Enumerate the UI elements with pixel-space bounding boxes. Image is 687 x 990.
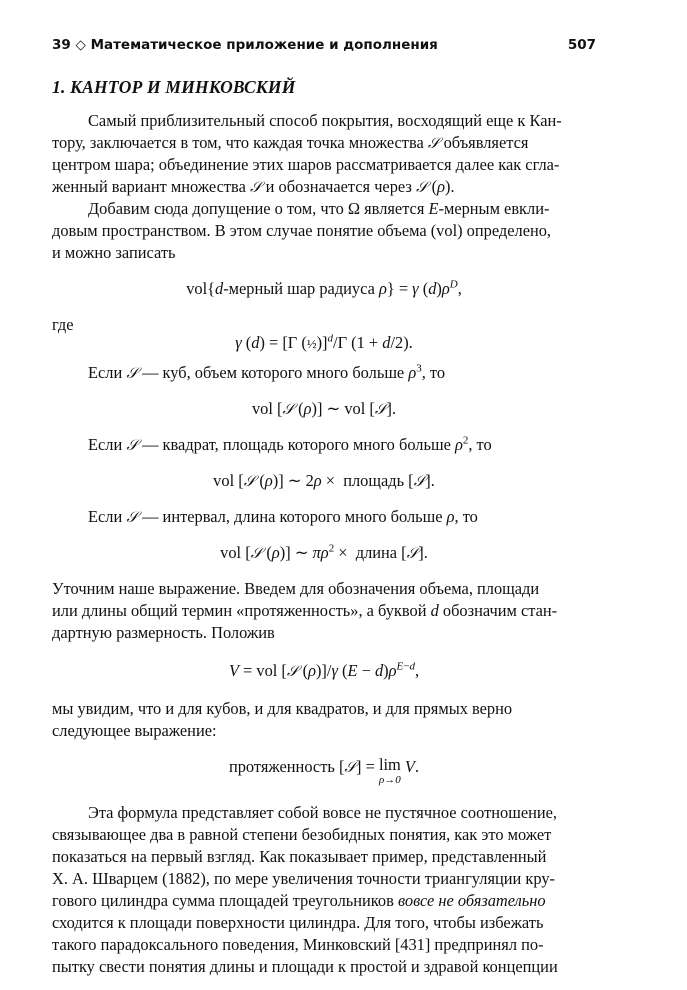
formula-interval: vol [𝒮 (ρ)] ∼ $\pi\rho^2$ × длина [𝒮]. bbox=[220, 542, 428, 562]
running-head bbox=[52, 34, 596, 56]
formula-extent: протяженность [𝒮] = lim ρ→0 V. bbox=[228, 755, 420, 786]
formula-square: vol [𝒮 (ρ)] ∼ 2ρ × площадь [𝒮]. bbox=[213, 471, 435, 490]
word-where: где bbox=[52, 315, 74, 334]
running-head-title: 39 ◇ Математическое приложение и дополнения bbox=[52, 37, 438, 53]
formula-ball-volume: vol{d-мерный шар радиуса ρ} = γ $(d)\rho^D$, bbox=[186, 278, 462, 298]
paragraph-3: Уточним наше выражение. Введем для обозначения объема, площади или длины общий термин «протяженность», а буквой d обозначим стан- дартную размерность. Положив bbox=[52, 579, 558, 642]
formula-V: V = vol [𝒮 (ρ)]/γ $(E - d)\rho^{E-d}$, bbox=[228, 660, 420, 680]
paragraph-1: Самый приблизительный способ покрытия, восходящий еще к Кан- тору, заключается в том, что каждая точка множества 𝒮 объявляется центром шара; объединение этих шаров рассматривается далее как сгла- женный вариант множества 𝒮 и обозначается через 𝒮 (ρ). bbox=[52, 111, 562, 196]
section-title: 1. КАНТОР И МИНКОВСКИЙ bbox=[52, 77, 296, 97]
paragraph-4: мы увидим, что и для кубов, и для квадратов, и для прямых верно следующее выражение: bbox=[52, 699, 513, 740]
paragraph-5: Эта формула представляет собой вовсе не пустячное соотношение, связывающее два в равной степени безобидных понятия, как это может показаться на первый взгляд. Как показывает пример, представленный Х. А. Шварцем (1882), по мере увеличения точности триангуляции кру- гового цилиндра сумма площадей треугольников вовсе не обязательно сходится к площади поверхности цилиндра. Для того, чтобы избежать такого парадоксального поведения, Минковский [431] предпринял по- пытку свести понятия длины и площади к простой и здравой концепции bbox=[52, 803, 558, 976]
case-cube: Если 𝒮 — куб, объем которого много больше $\rho^3$, то bbox=[88, 362, 446, 382]
case-square: Если 𝒮 — квадрат, площадь которого много больше $\rho^2$, то bbox=[88, 434, 492, 454]
paragraph-2: Добавим сюда допущение о том, что Ω является E-мерным евкли- довым пространством. В этом случае понятие объема (vol) определено, и можно записать bbox=[52, 199, 552, 262]
page-number: 507 bbox=[567, 37, 596, 53]
case-interval: Если 𝒮 — интервал, длина которого много больше ρ, то bbox=[88, 507, 478, 526]
body-text bbox=[52, 110, 596, 978]
formula-gamma: γ (d) = [Γ (½)]$^d$/Γ (1 + d/2). bbox=[235, 332, 413, 352]
limit-operator: lim ρ→0 bbox=[378, 755, 401, 786]
formula-cube: vol [𝒮 (ρ)] ∼ vol [𝒮]. bbox=[251, 399, 397, 418]
